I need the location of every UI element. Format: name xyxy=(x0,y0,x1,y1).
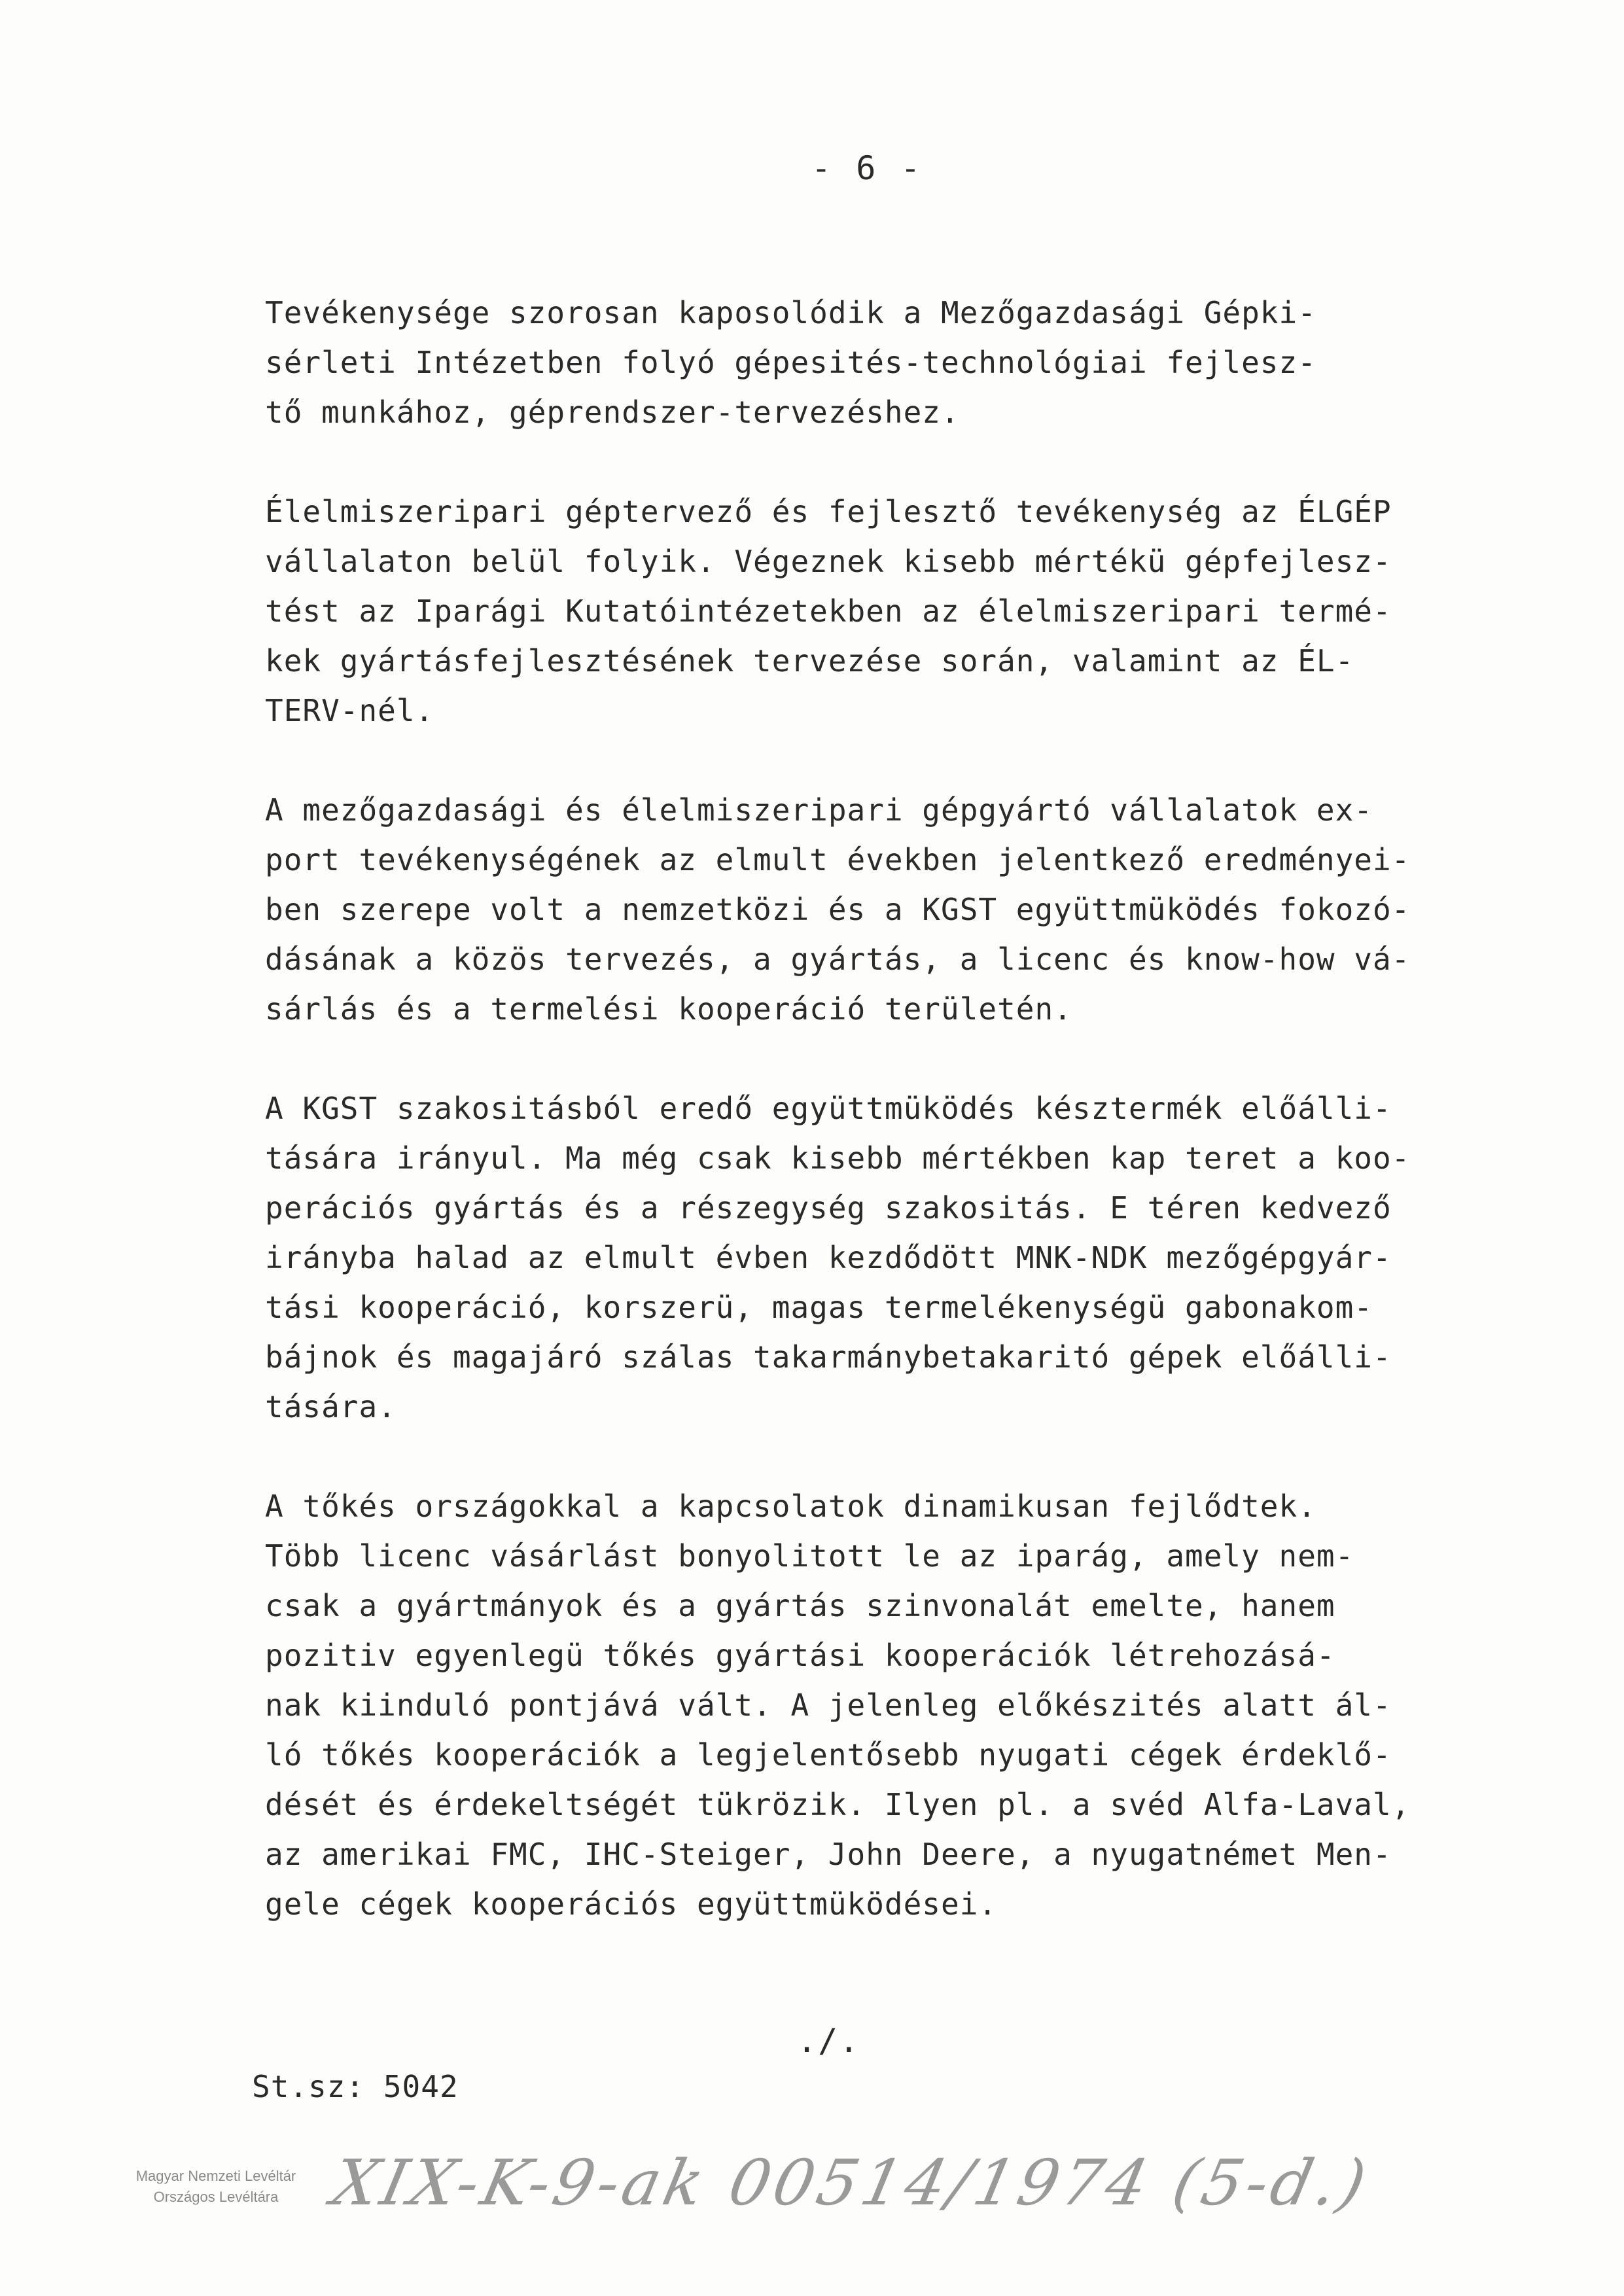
reference-number: St.sz: 5042 xyxy=(252,2069,459,2104)
archive-stamp xyxy=(105,2166,327,2208)
paragraph xyxy=(265,785,1508,1034)
text-line: nak kiinduló pontjává vált. A jelenleg előkészités alatt ál- xyxy=(265,1687,1392,1723)
paragraph xyxy=(265,1084,1508,1432)
text-line: tő munkához, géprendszer-tervezéshez. xyxy=(265,395,960,430)
text-line: A tőkés országokkal a kapcsolatok dinamikusan fejlődtek. xyxy=(265,1489,1316,1524)
archive-stamp-line-1: Magyar Nemzeti Levéltár xyxy=(135,2168,296,2184)
archive-stamp-line-2: Országos Levéltára xyxy=(153,2189,279,2205)
text-line: csak a gyártmányok és a gyártás szinvonalát emelte, hanem xyxy=(265,1588,1335,1623)
paragraph xyxy=(265,487,1508,735)
text-line: tést az Iparági Kutatóintézetekben az élelmiszeripari termé- xyxy=(265,593,1392,629)
text-line: TERV-nél. xyxy=(265,693,434,728)
continuation-mark: ./. xyxy=(797,2022,860,2060)
text-line: sérleti Intézetben folyó gépesités-technológiai fejlesz- xyxy=(265,345,1316,380)
text-line: tási kooperáció, korszerü, magas termelékenységü gabonakom- xyxy=(265,1290,1373,1325)
text-line: ló tőkés kooperációk a legjelentősebb nyugati cégek érdeklő- xyxy=(265,1737,1392,1773)
text-line: A KGST szakositásból eredő együttmüködés késztermék előálli- xyxy=(265,1091,1392,1126)
paragraph xyxy=(265,1481,1508,1929)
text-line: az amerikai FMC, IHC-Steiger, John Deere, a nyugatnémet Men- xyxy=(265,1837,1392,1872)
text-line: Élelmiszeripari géptervező és fejlesztő tevékenység az ÉLGÉP xyxy=(265,494,1392,529)
text-line: Több licenc vásárlást bonyolitott le az iparág, amely nem- xyxy=(265,1538,1354,1574)
text-line: Tevékenysége szorosan kaposolódik a Mezőgazdasági Gépki- xyxy=(265,295,1316,330)
text-line: port tevékenységének az elmult években jelentkező eredményei- xyxy=(265,842,1411,877)
text-line: perációs gyártás és a részegység szakositás. E téren kedvező xyxy=(265,1190,1392,1226)
text-line: irányba halad az elmult évben kezdődött MNK-NDK mezőgépgyár- xyxy=(265,1240,1392,1275)
text-line: vállalaton belül folyik. Végeznek kisebb mértékü gépfejlesz- xyxy=(265,544,1392,579)
text-line: kek gyártásfejlesztésének tervezése során, valamint az ÉL- xyxy=(265,643,1354,679)
page-number: - 6 - xyxy=(811,149,923,187)
text-line: dásának a közös tervezés, a gyártás, a licenc és know-how vá- xyxy=(265,942,1411,977)
text-line: tására irányul. Ma még csak kisebb mértékben kap teret a koo- xyxy=(265,1140,1411,1176)
text-line: bájnok és magajáró szálas takarmánybetakaritó gépek előálli- xyxy=(265,1339,1392,1375)
text-line: ben szerepe volt a nemzetközi és a KGST együttmüködés fokozó- xyxy=(265,892,1411,927)
text-line: dését és érdekeltségét tükrözik. Ilyen pl. a svéd Alfa-Laval, xyxy=(265,1787,1411,1822)
text-line: A mezőgazdasági és élelmiszeripari gépgyártó vállalatok ex- xyxy=(265,792,1373,828)
text-line: pozitiv egyenlegü tőkés gyártási kooperációk létrehozásá- xyxy=(265,1638,1335,1673)
text-line: gele cégek kooperációs együttmüködései. xyxy=(265,1886,998,1922)
text-line: tására. xyxy=(265,1389,397,1424)
document-body xyxy=(265,288,1508,1979)
paragraph xyxy=(265,288,1508,437)
text-line: sárlás és a termelési kooperáció területén. xyxy=(265,991,1072,1027)
handwritten-archive-signature: XIX-K-9-ak 00514/1974 (5-d.) xyxy=(326,2146,1377,2219)
